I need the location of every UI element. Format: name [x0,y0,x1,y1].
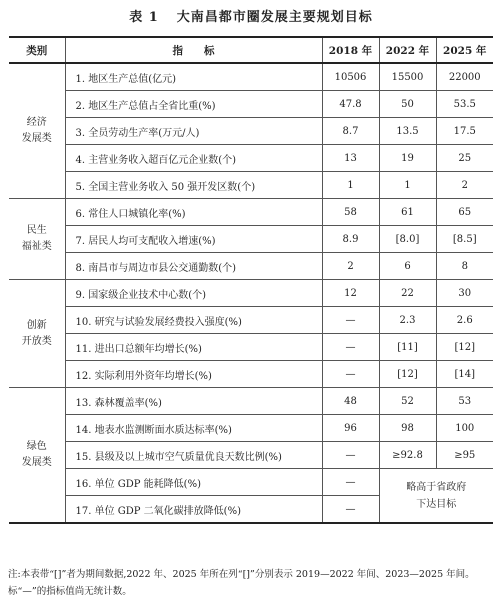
table-row [9,442,493,469]
value-2022: 15500 [379,63,436,91]
table-row [9,334,493,361]
table-row [9,226,493,253]
value-2025: 2 [436,172,493,199]
value-2018: 47.8 [322,91,379,118]
planning-targets-table [9,36,493,524]
header-row [9,37,493,63]
value-2022: 19 [379,145,436,172]
indicator-cell: 13. 森林覆盖率(%) [65,388,322,415]
value-2018: 48 [322,388,379,415]
category-cell: 创新 开放类 [9,280,65,388]
indicator-cell: 1. 地区生产总值(亿元) [65,63,322,91]
value-2022: 98 [379,415,436,442]
table-row [9,91,493,118]
value-2018: — [322,307,379,334]
indicator-cell: 16. 单位 GDP 能耗降低(%) [65,469,322,496]
value-2018: 8.9 [322,226,379,253]
footnote: 注:本表带“[]”者为期间数据,2022 年、2025 年所在列“[]”分别表示 2019—2022 年间、2023—2025 年间。标“—”的指标值尚无统计数。 [8,569,475,597]
merged-target-note: 略高于省政府 下达目标 [379,469,493,524]
value-2022: 52 [379,388,436,415]
value-2018: — [322,442,379,469]
value-2022: 61 [379,199,436,226]
table-row [9,361,493,388]
table-number: 表 1 [129,10,159,25]
table-row [9,199,493,226]
indicator-cell: 3. 全员劳动生产率(万元/人) [65,118,322,145]
value-2022: 22 [379,280,436,307]
value-2025: [12] [436,334,493,361]
value-2025: 53.5 [436,91,493,118]
value-2025: 2.6 [436,307,493,334]
table-row [9,469,493,496]
value-2025: 8 [436,253,493,280]
value-2018: — [322,496,379,524]
value-2022: [11] [379,334,436,361]
header-category: 类别 [9,37,65,63]
value-2025: 65 [436,199,493,226]
value-2025: 53 [436,388,493,415]
indicator-cell: 14. 地表水监测断面水质达标率(%) [65,415,322,442]
category-cell: 经济 发展类 [9,63,65,199]
header-2022: 2022 年 [379,37,436,63]
value-2022: 13.5 [379,118,436,145]
table-row [9,307,493,334]
value-2018: 10506 [322,63,379,91]
indicator-cell: 8. 南昌市与周边市县公交通勤数(个) [65,253,322,280]
value-2022: 2.3 [379,307,436,334]
value-2025: 30 [436,280,493,307]
table-row [9,172,493,199]
category-cell: 绿色 发展类 [9,388,65,524]
table-title [0,6,502,25]
table-row [9,63,493,91]
value-2022: 1 [379,172,436,199]
table-row [9,388,493,415]
header-2025: 2025 年 [436,37,493,63]
value-2022: 50 [379,91,436,118]
value-2022: 6 [379,253,436,280]
value-2018: 12 [322,280,379,307]
indicator-cell: 10. 研究与试验发展经费投入强度(%) [65,307,322,334]
indicator-cell: 2. 地区生产总值占全省比重(%) [65,91,322,118]
value-2018: 8.7 [322,118,379,145]
table-row [9,253,493,280]
value-2022: [12] [379,361,436,388]
value-2025: ≥95 [436,442,493,469]
indicator-cell: 4. 主营业务收入超百亿元企业数(个) [65,145,322,172]
value-2022: [8.0] [379,226,436,253]
category-cell: 民生 福祉类 [9,199,65,280]
value-2025: 22000 [436,63,493,91]
value-2025: [8.5] [436,226,493,253]
value-2025: 100 [436,415,493,442]
indicator-cell: 9. 国家级企业技术中心数(个) [65,280,322,307]
indicator-cell: 12. 实际利用外资年均增长(%) [65,361,322,388]
indicator-cell: 5. 全国主营业务收入 50 强开发区数(个) [65,172,322,199]
header-2018: 2018 年 [322,37,379,63]
value-2018: 58 [322,199,379,226]
value-2018: 96 [322,415,379,442]
indicator-cell: 17. 单位 GDP 二氧化碳排放降低(%) [65,496,322,524]
value-2025: 17.5 [436,118,493,145]
indicator-cell: 11. 进出口总额年均增长(%) [65,334,322,361]
value-2018: — [322,469,379,496]
indicator-cell: 7. 居民人均可支配收入增速(%) [65,226,322,253]
value-2018: 2 [322,253,379,280]
table-row [9,415,493,442]
indicator-cell: 6. 常住人口城镇化率(%) [65,199,322,226]
value-2025: 25 [436,145,493,172]
indicator-cell: 15. 县级及以上城市空气质量优良天数比例(%) [65,442,322,469]
table-row [9,118,493,145]
table-title-text: 大南昌都市圈发展主要规划目标 [176,10,373,25]
value-2022: ≥92.8 [379,442,436,469]
value-2018: — [322,361,379,388]
value-2018: — [322,334,379,361]
value-2025: [14] [436,361,493,388]
table-row [9,280,493,307]
value-2018: 13 [322,145,379,172]
value-2018: 1 [322,172,379,199]
table-row [9,145,493,172]
header-indicator: 指 标 [65,37,322,63]
